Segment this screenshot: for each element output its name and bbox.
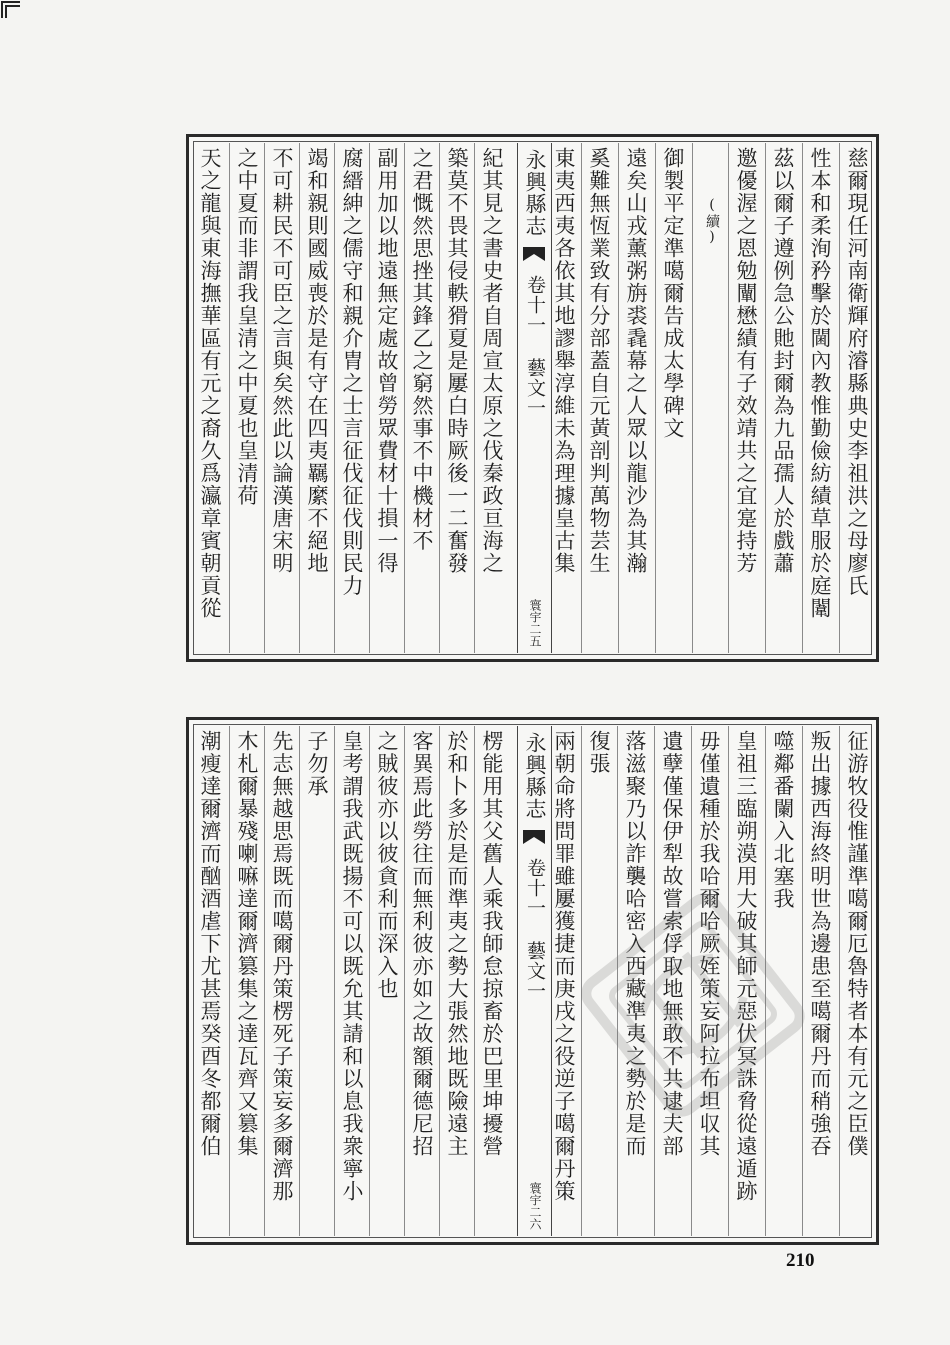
text-column: 楞能用其父舊人乘我師怠掠畜於巴里坤擾營 bbox=[480, 730, 504, 1158]
volume-label: 卷十一 藝文一 bbox=[524, 858, 546, 1001]
text-column: 遠矣山戎薰粥旃裘毳幕之人眾以龍沙為其瀚 bbox=[624, 147, 648, 575]
text-column: 噬鄰番闌入北塞我 bbox=[771, 730, 795, 910]
folio-label: 寰宇二六 bbox=[528, 1182, 542, 1230]
text-column: 天之龍與東海撫華區有元之裔久爲瀛章賓朝貢從 bbox=[198, 147, 222, 620]
text-column: 之君慨然思挫其鋒乙之窮然事不中機材不 bbox=[410, 147, 434, 552]
text-column: 性本和柔洵矜擊於閫內教惟勤儉紡績草服於庭闈 bbox=[808, 147, 832, 620]
page-number: 210 bbox=[786, 1250, 815, 1271]
lower-book-page bbox=[186, 717, 879, 1245]
text-column: 毋僅遺種於我哈爾哈厥姪策妄阿拉布坦収其 bbox=[697, 730, 721, 1158]
text-column: 腐縉紳之儒守和親介胄之士言征伐征伐則民力 bbox=[340, 147, 364, 597]
text-column: 皇祖三臨朔漠用大破其師元惡伏冥誅脅從遠遁跡 bbox=[734, 730, 758, 1203]
text-column: 副用加以地遠無定處故曾勞眾費材十損一得 bbox=[375, 147, 399, 575]
upper-book-page bbox=[186, 134, 879, 662]
text-column: 茲以爾子遵例急公貤封爾為九品孺人於戲蕭 bbox=[771, 147, 795, 575]
text-column: 慈爾現任河南衛輝府濬縣典史李祖洪之母廖氏 bbox=[845, 147, 869, 597]
text-column: 落滋聚乃以詐襲哈密入西藏準夷之勢於是而 bbox=[623, 730, 647, 1158]
text-column: 之中夏而非謂我皇清之中夏也皇清荷 bbox=[235, 147, 259, 507]
gazetteer-title: 永興縣志 bbox=[523, 149, 547, 237]
text-column: 不可耕民不可臣之言與矣然此以論漢唐宋明 bbox=[270, 147, 294, 575]
text-column: 兩朝命將問罪雖屢獲捷而庚戌之役逆子噶爾丹策 bbox=[552, 730, 576, 1203]
text-column: 紀其見之書史者自周宣太原之伐秦政亘海之 bbox=[480, 147, 504, 575]
text-column: 子勿承 bbox=[305, 730, 329, 798]
center-fold-column bbox=[517, 726, 552, 1236]
text-column: 之賊彼亦以彼貪利而深入也 bbox=[375, 730, 399, 1000]
text-column: 征游牧役惟謹準噶爾厄魯特者本有元之臣僕 bbox=[845, 730, 869, 1158]
text-column: 皇考謂我武既揚不可以既允其請和以息我衆寧小 bbox=[340, 730, 364, 1203]
text-column: 東夷西夷各依其地謬舉淳維未為理據皇古集 bbox=[552, 147, 576, 575]
text-column: 遺孽僅保伊犁故嘗索俘取地無敢不共逮夫部 bbox=[660, 730, 684, 1158]
text-column: 先志無越思焉既而噶爾丹策楞死子策妄多爾濟那 bbox=[270, 730, 294, 1203]
fish-tail-mark-icon bbox=[522, 828, 546, 846]
gazetteer-title: 永興縣志 bbox=[523, 732, 547, 820]
text-column: 竭和親則國威喪於是有守在四夷羈縻不絕地 bbox=[305, 147, 329, 575]
corner-frame-icon bbox=[0, 0, 22, 20]
continuation-mark: (續) bbox=[704, 197, 720, 246]
inscription-title: 御製平定準噶爾告成太學碑文 bbox=[661, 147, 685, 440]
text-column: 復張 bbox=[587, 730, 611, 775]
volume-label: 卷十一 藝文一 bbox=[524, 275, 546, 418]
text-column: 木札爾暴殘喇嘛達爾濟篡集之達瓦齊又篡集 bbox=[235, 730, 259, 1158]
folio-label: 寰宇二五 bbox=[528, 599, 542, 647]
text-column: 於和卜多於是而準夷之勢大張然地既險遠主 bbox=[445, 730, 469, 1158]
text-column: 潮瘦達爾濟而酗酒虐下尤甚焉癸酉冬都爾伯 bbox=[198, 730, 222, 1158]
text-column: 叛出據西海終明世為邊患至噶爾丹而稍強吞 bbox=[808, 730, 832, 1158]
center-fold-column bbox=[517, 143, 552, 653]
text-column: 邀優渥之恩勉闡懋績有子效靖共之宜寔持芳 bbox=[734, 147, 758, 575]
fish-tail-mark-icon bbox=[522, 245, 546, 263]
text-column: 築莫不畏其侵軼猾夏是屢白時厥後一二奮發 bbox=[445, 147, 469, 575]
text-column: 客異焉此勞往而無利彼亦如之故額爾德尼招 bbox=[410, 730, 434, 1158]
text-column: 奚難無恆業致有分部蓋自元黃剖判萬物芸生 bbox=[587, 147, 611, 575]
